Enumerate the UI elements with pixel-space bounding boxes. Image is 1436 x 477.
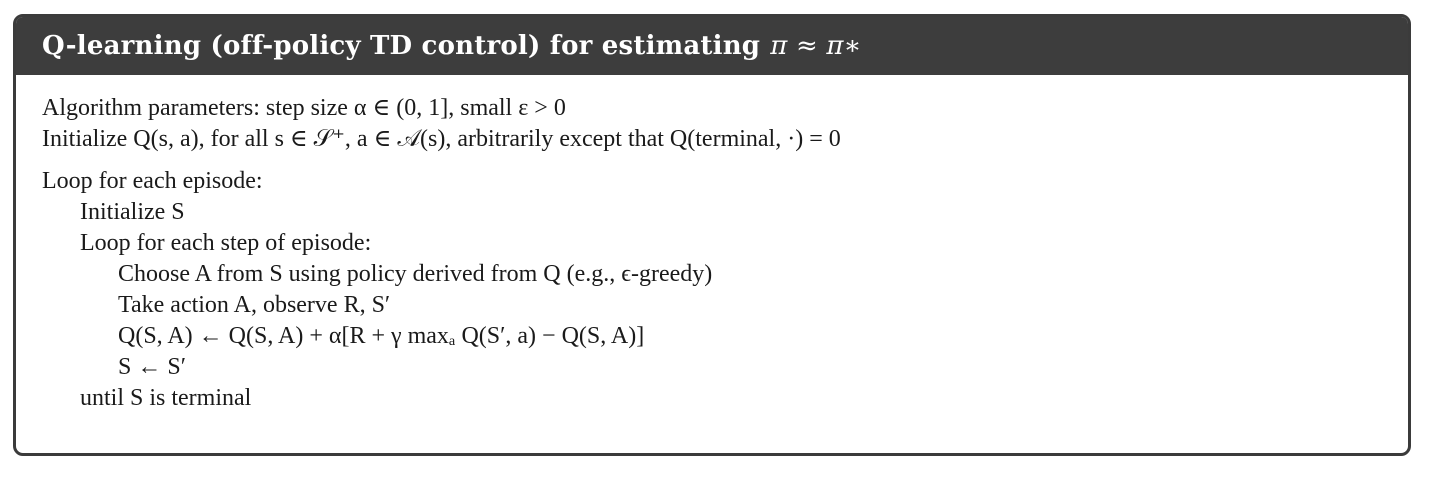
algorithm-line-choose-action: Choose A from S using policy derived from Q (e.g., ϵ-greedy) (118, 261, 713, 287)
algorithm-line-state-assign: S ← S′ (118, 354, 186, 380)
algorithm-title: Q-learning (off-policy TD control) for estimating (42, 31, 761, 61)
algorithm-line-take-action: Take action A, observe R, S′ (118, 292, 391, 318)
algorithm-line-loop-step: Loop for each step of episode: (80, 230, 372, 256)
algorithm-box (13, 14, 1411, 456)
algorithm-line-until-terminal: until S is terminal (80, 385, 252, 411)
algorithm-title-bar (16, 17, 1408, 75)
algorithm-body (16, 75, 1408, 414)
algorithm-title-math: π ≈ π∗ (770, 31, 862, 61)
algorithm-line-initialize-s: Initialize S (80, 199, 185, 225)
algorithm-line-parameters: Algorithm parameters: step size α ∈ (0, 1], small ε > 0 (42, 95, 566, 121)
algorithm-line-update-rule: Q(S, A) ← Q(S, A) + α[R + γ maxₐ Q(S′, a) − Q(S, A)] (118, 323, 645, 349)
algorithm-line-loop-episode: Loop for each episode: (42, 168, 263, 194)
algorithm-line-initialize-q: Initialize Q(s, a), for all s ∈ 𝒮⁺, a ∈ 𝒜(s), arbitrarily except that Q(terminal, ·) = 0 (42, 126, 841, 152)
